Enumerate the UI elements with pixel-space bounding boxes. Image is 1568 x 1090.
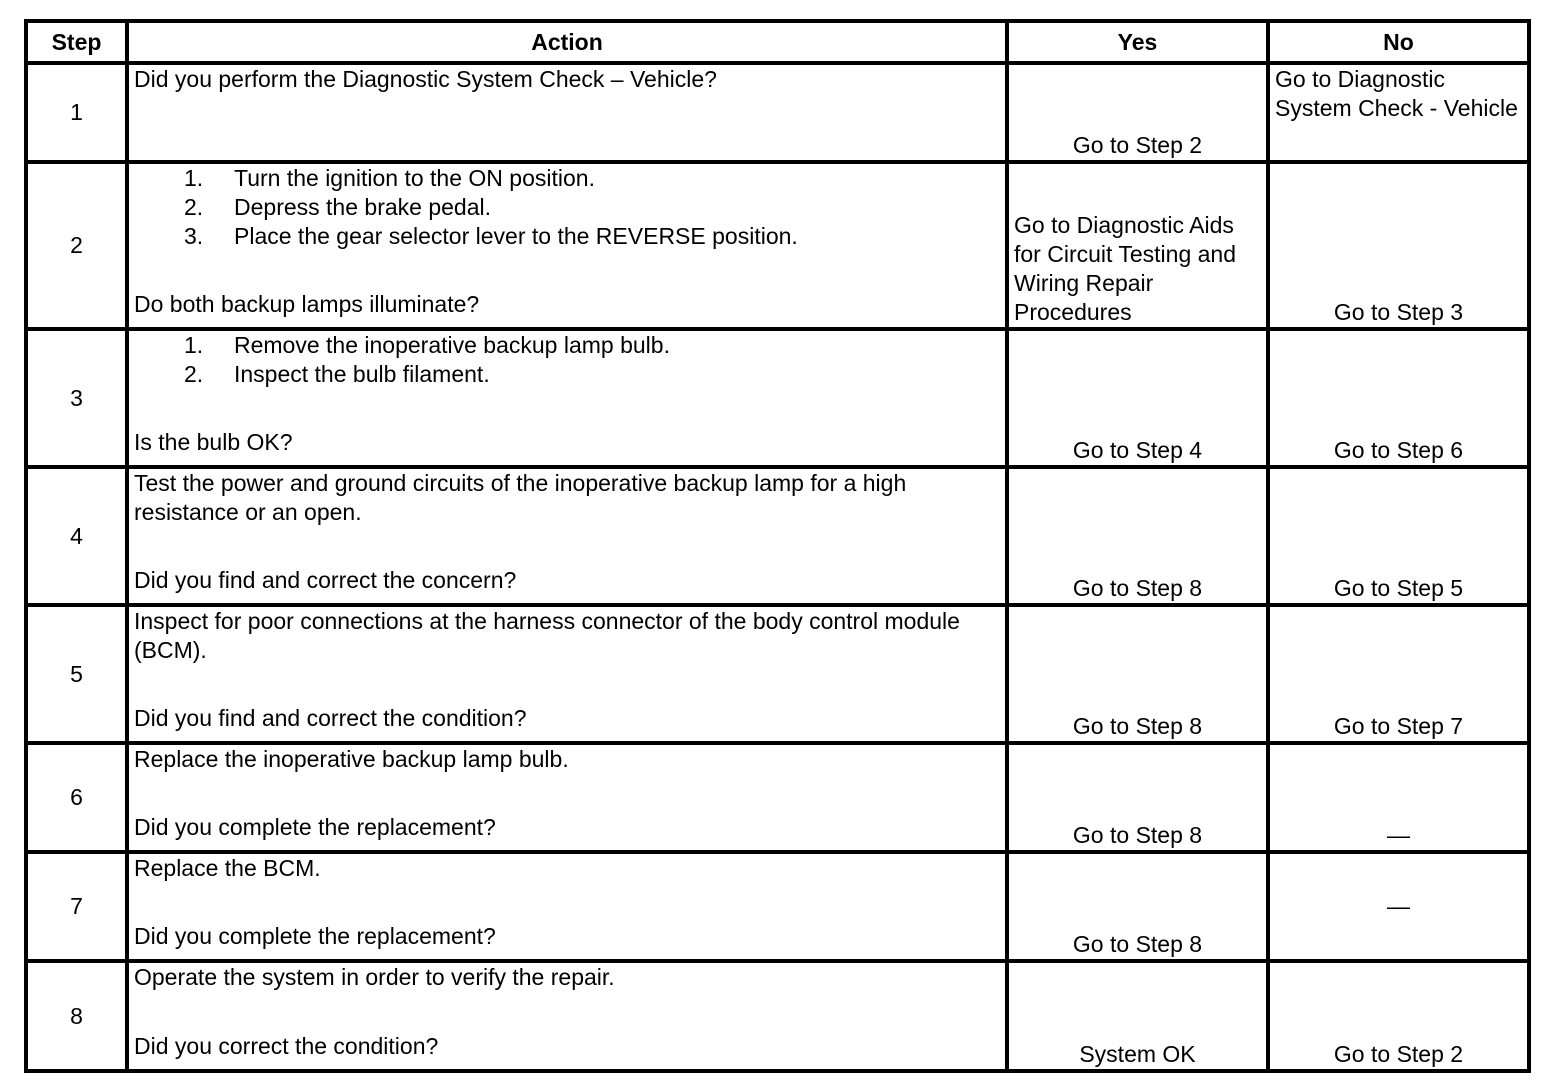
yes-cell: Go to Step 8 bbox=[1007, 467, 1268, 605]
question-text: Do both backup lamps illuminate? bbox=[134, 291, 480, 317]
action-cell bbox=[127, 329, 1007, 467]
table-row bbox=[26, 961, 1529, 1071]
step-number: 3 bbox=[26, 329, 127, 467]
action-cell bbox=[127, 961, 1007, 1071]
question-text: Did you find and correct the condition? bbox=[134, 705, 527, 731]
list-item: 1. Turn the ignition to the ON position. bbox=[184, 165, 595, 191]
action-cell bbox=[127, 852, 1007, 961]
table-row bbox=[26, 329, 1529, 467]
action-cell bbox=[127, 467, 1007, 605]
yes-cell: Go to Diagnostic Aids for Circuit Testing and Wiring Repair Procedures bbox=[1007, 162, 1268, 329]
table-row bbox=[26, 743, 1529, 852]
action-steps-list bbox=[134, 164, 1000, 251]
question-text: Did you correct the condition? bbox=[134, 1033, 439, 1059]
action-cell bbox=[127, 63, 1007, 162]
yes-cell: Go to Step 4 bbox=[1007, 329, 1268, 467]
action-cell bbox=[127, 743, 1007, 852]
header-yes: Yes bbox=[1007, 21, 1268, 63]
question-text: Did you find and correct the concern? bbox=[134, 567, 517, 593]
action-cell bbox=[127, 162, 1007, 329]
action-text: Inspect for poor connections at the harness connector of the body control module (BCM). bbox=[134, 608, 960, 663]
step-number: 6 bbox=[26, 743, 127, 852]
question-text: Is the bulb OK? bbox=[134, 429, 293, 455]
step-number: 2 bbox=[26, 162, 127, 329]
no-cell: Go to Step 2 bbox=[1268, 961, 1529, 1071]
no-cell: Go to Step 6 bbox=[1268, 329, 1529, 467]
action-text: Did you perform the Diagnostic System Check – Vehicle? bbox=[134, 66, 717, 92]
step-number: 4 bbox=[26, 467, 127, 605]
no-cell: — bbox=[1268, 743, 1529, 852]
no-cell: — bbox=[1268, 852, 1529, 961]
no-cell: Go to Step 3 bbox=[1268, 162, 1529, 329]
step-number: 1 bbox=[26, 63, 127, 162]
yes-cell: Go to Step 8 bbox=[1007, 605, 1268, 743]
step-number: 7 bbox=[26, 852, 127, 961]
list-item: 1. Remove the inoperative backup lamp bulb. bbox=[184, 332, 670, 358]
list-item: 2. Inspect the bulb filament. bbox=[184, 361, 490, 387]
header-action: Action bbox=[127, 21, 1007, 63]
question-text: Did you complete the replacement? bbox=[134, 814, 496, 840]
step-number: 8 bbox=[26, 961, 127, 1071]
header-step: Step bbox=[26, 21, 127, 63]
table-row bbox=[26, 467, 1529, 605]
table-row bbox=[26, 63, 1529, 162]
step-number: 5 bbox=[26, 605, 127, 743]
no-cell: Go to Step 5 bbox=[1268, 467, 1529, 605]
list-item: 2. Depress the brake pedal. bbox=[184, 194, 491, 220]
table-row bbox=[26, 162, 1529, 329]
question-text: Did you complete the replacement? bbox=[134, 923, 496, 949]
header-no: No bbox=[1268, 21, 1529, 63]
yes-cell: System OK bbox=[1007, 961, 1268, 1071]
action-cell bbox=[127, 605, 1007, 743]
yes-cell: Go to Step 8 bbox=[1007, 852, 1268, 961]
no-cell: Go to Diagnostic System Check - Vehicle bbox=[1268, 63, 1529, 162]
yes-cell: Go to Step 8 bbox=[1007, 743, 1268, 852]
action-text: Test the power and ground circuits of the inoperative backup lamp for a high resistance or an open. bbox=[134, 470, 907, 525]
action-text: Replace the BCM. bbox=[134, 855, 321, 881]
no-cell: Go to Step 7 bbox=[1268, 605, 1529, 743]
action-text: Replace the inoperative backup lamp bulb. bbox=[134, 746, 569, 772]
action-steps-list bbox=[134, 331, 1000, 389]
header-row bbox=[26, 21, 1529, 63]
diagnostic-table bbox=[24, 19, 1531, 1073]
yes-cell: Go to Step 2 bbox=[1007, 63, 1268, 162]
table-row bbox=[26, 852, 1529, 961]
action-text: Operate the system in order to verify the repair. bbox=[134, 964, 615, 990]
list-item: 3. Place the gear selector lever to the REVERSE position. bbox=[184, 223, 798, 249]
table-row bbox=[26, 605, 1529, 743]
